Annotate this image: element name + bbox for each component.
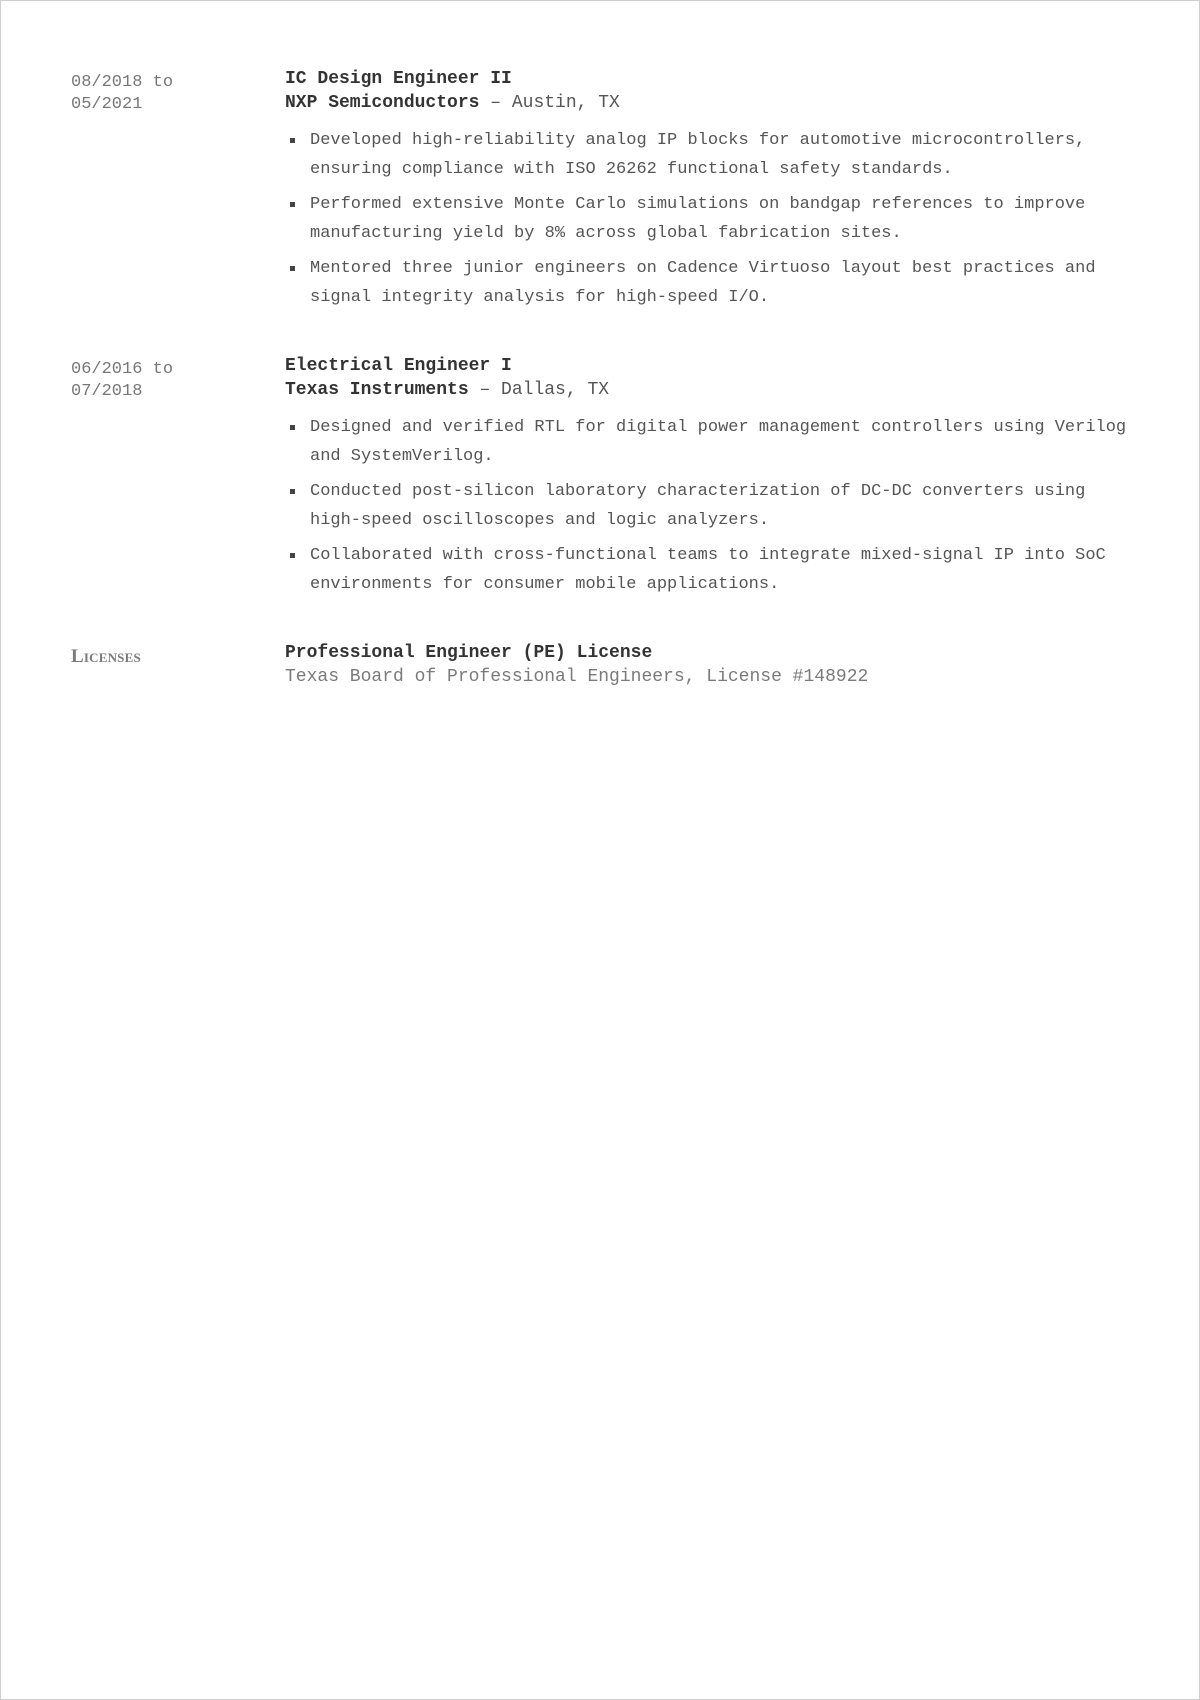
job-bullet xyxy=(285,254,1131,312)
bullet-square-icon xyxy=(290,138,295,143)
bullet-square-icon xyxy=(290,266,295,271)
job-bullet xyxy=(285,477,1131,535)
job-location: – Austin, TX xyxy=(479,93,620,113)
bullet-square-icon xyxy=(290,202,295,207)
job-date-start: 06/2016 to xyxy=(71,360,174,379)
job-bullet-text: Designed and verified RTL for digital power management controllers using Verilog and SystemVerilog. xyxy=(310,418,1127,466)
job-bullet-text: Performed extensive Monte Carlo simulations on bandgap references to improve manufacturing yield by 8% across global fabrication sites. xyxy=(310,195,1086,243)
license-title: Professional Engineer (PE) License xyxy=(285,643,653,663)
job-date-end: 07/2018 xyxy=(71,382,143,401)
job-details xyxy=(285,67,1131,318)
experience-entry xyxy=(71,354,1131,605)
license-issuer: Texas Board of Professional Engineers, License #148922 xyxy=(285,667,869,687)
job-location: – Dallas, TX xyxy=(468,380,610,400)
bullet-square-icon xyxy=(290,553,295,558)
job-company-line xyxy=(285,378,1131,402)
job-bullet-text: Mentored three junior engineers on Cadence Virtuoso layout best practices and signal integrity analysis for high-speed I/O. xyxy=(310,259,1096,307)
bullet-square-icon xyxy=(290,489,295,494)
job-details xyxy=(285,354,1131,605)
licenses-heading: Licenses xyxy=(71,646,141,667)
job-date-end: 05/2021 xyxy=(71,95,143,114)
bullet-square-icon xyxy=(290,425,295,430)
license-details xyxy=(285,641,1131,689)
job-bullet xyxy=(285,126,1131,184)
job-dates xyxy=(71,354,285,403)
job-bullet xyxy=(285,190,1131,248)
company-name: Texas Instruments xyxy=(285,380,469,400)
job-bullet-text: Conducted post-silicon laboratory characterization of DC-DC converters using high-speed oscilloscopes and logic analyzers. xyxy=(310,482,1086,530)
job-bullet-text: Developed high-reliability analog IP blocks for automotive microcontrollers, ensuring compliance with ISO 26262 functional safety standards. xyxy=(310,131,1086,179)
job-title: IC Design Engineer II xyxy=(285,69,512,89)
job-date-start: 08/2018 to xyxy=(71,73,174,92)
job-dates xyxy=(71,67,285,116)
job-company-line xyxy=(285,91,1131,115)
job-bullet xyxy=(285,541,1131,599)
job-bullets xyxy=(285,413,1131,599)
job-bullets xyxy=(285,126,1131,312)
job-bullet-text: Collaborated with cross-functional teams to integrate mixed-signal IP into SoC environments for consumer mobile applications. xyxy=(310,546,1106,594)
job-title: Electrical Engineer I xyxy=(285,356,512,376)
experience-entry xyxy=(71,67,1131,318)
job-bullet xyxy=(285,413,1131,471)
licenses-section xyxy=(71,641,1131,689)
company-name: NXP Semiconductors xyxy=(285,93,480,113)
resume-content xyxy=(71,67,1131,689)
